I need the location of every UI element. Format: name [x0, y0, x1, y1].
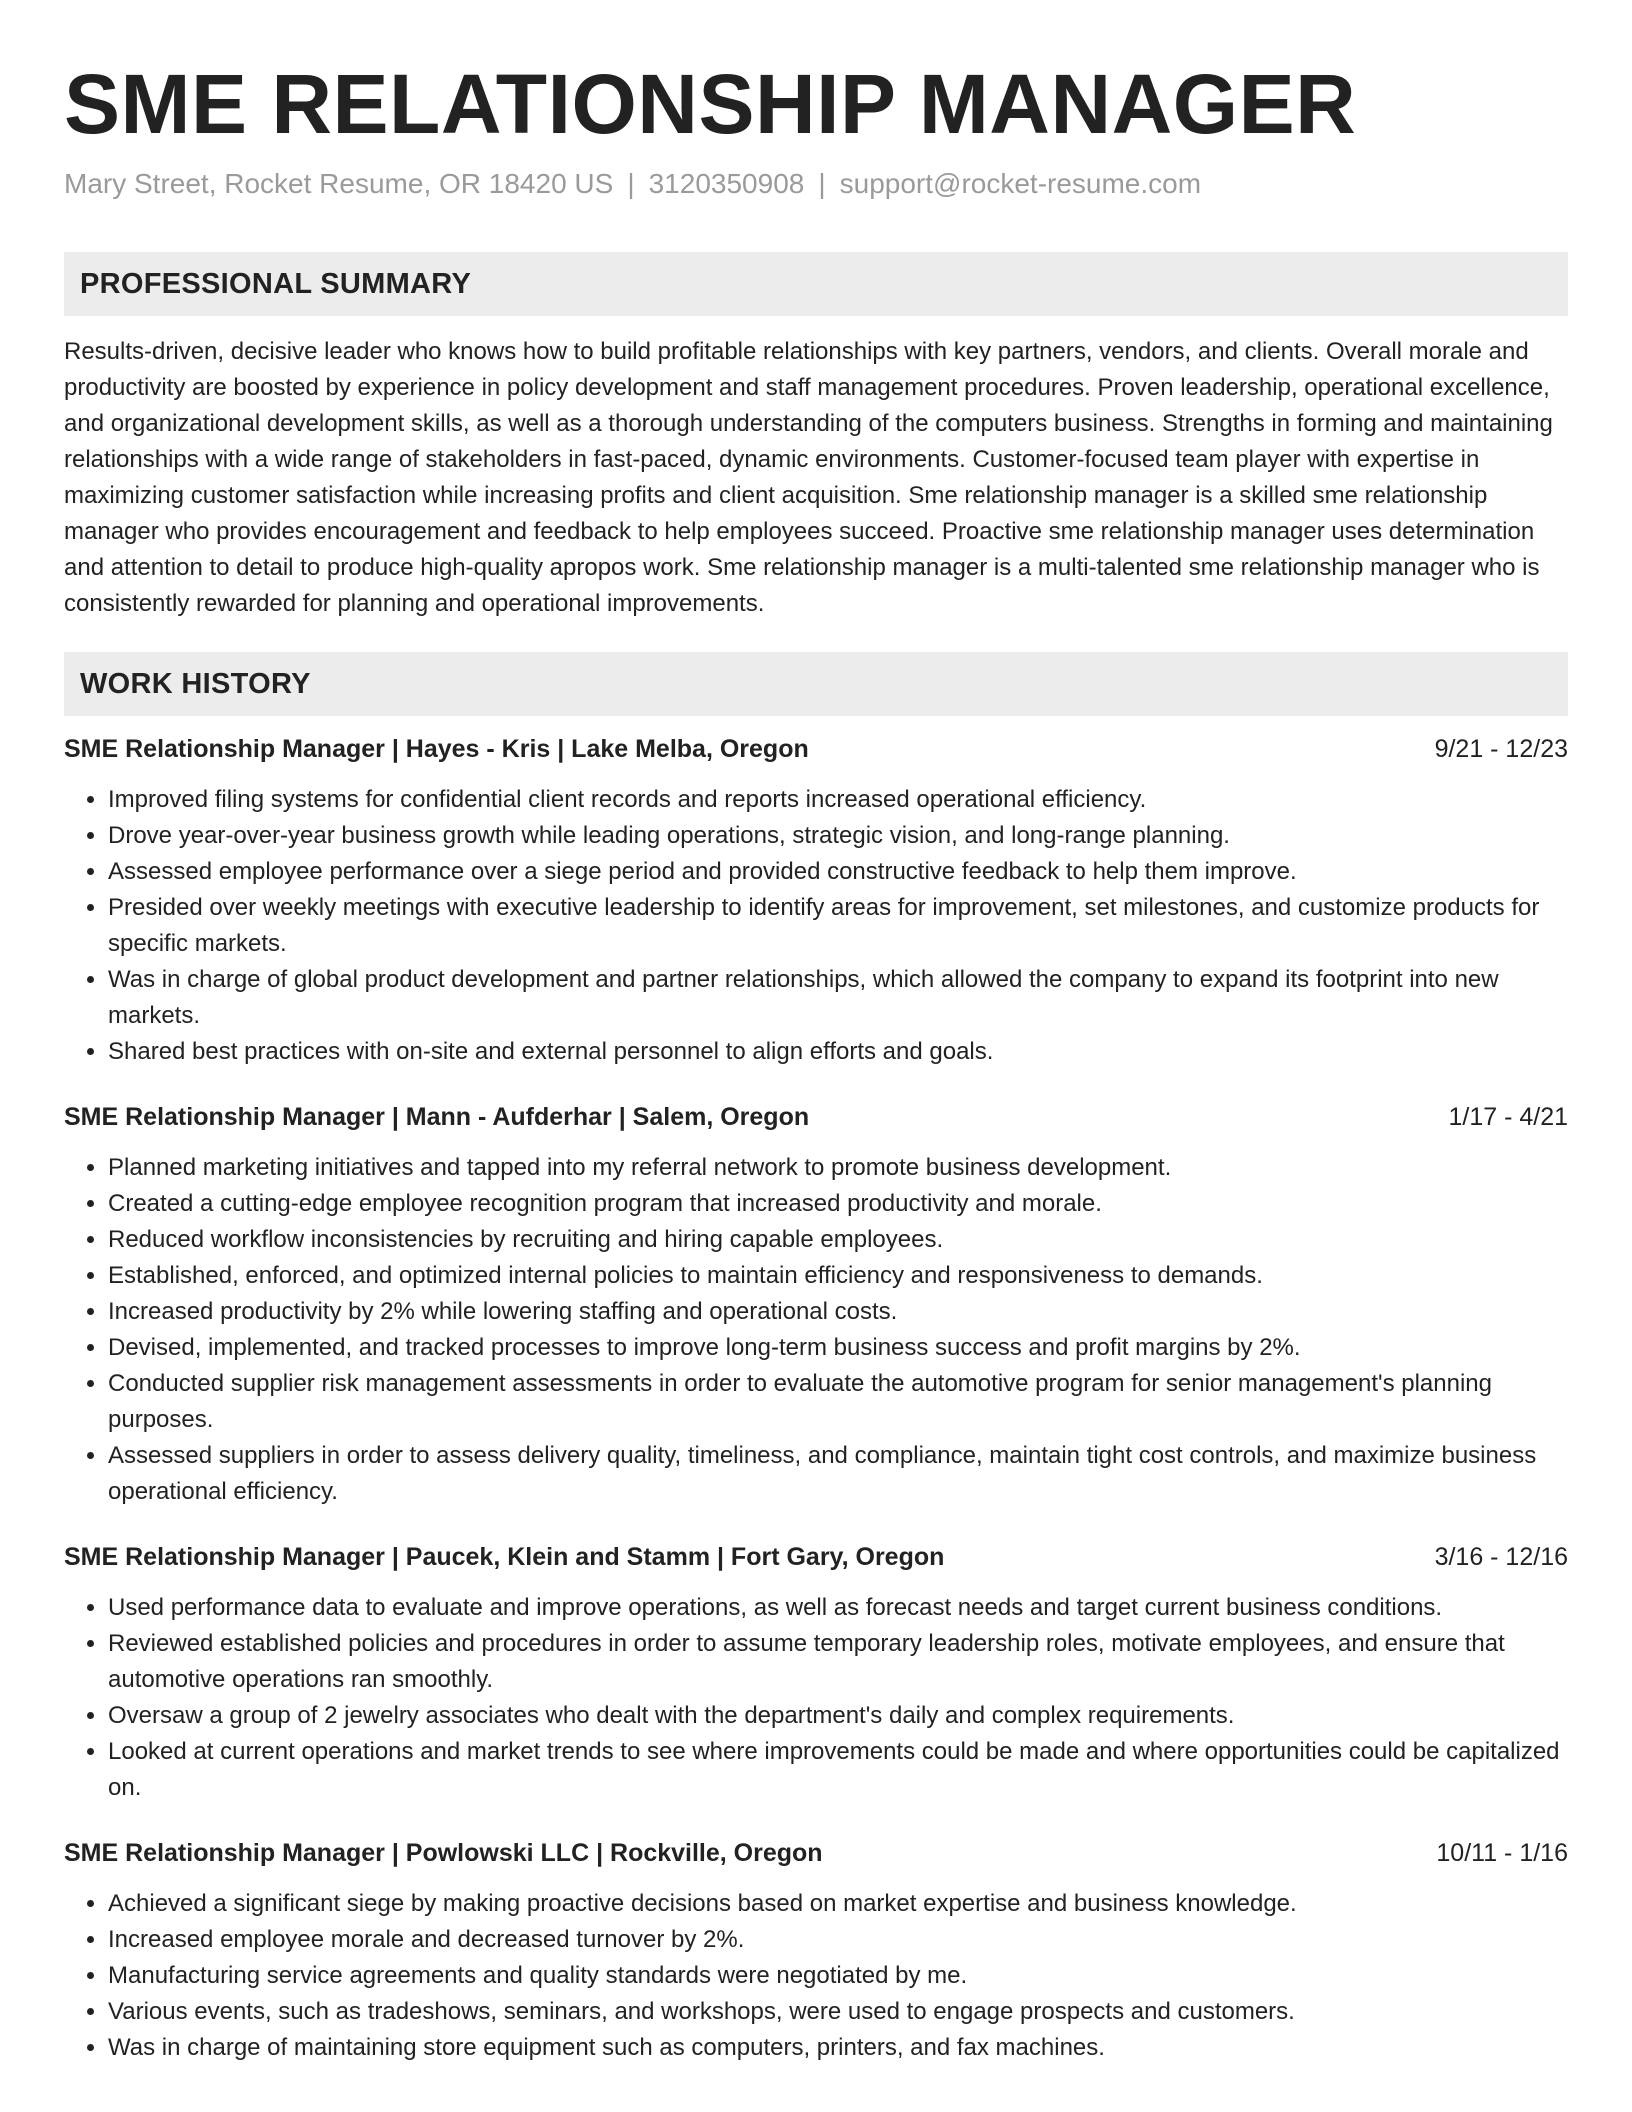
- contact-email[interactable]: support@rocket-resume.com: [839, 168, 1202, 199]
- job-bullet: • Improved filing systems for confidential client records and reports increased operational efficiency.: [108, 782, 1568, 818]
- contact-line: [64, 166, 1568, 202]
- contact-address: Mary Street, Rocket Resume, OR 18420 US: [64, 168, 614, 199]
- job-bullet: • Increased productivity by 2% while lowering staffing and operational costs.: [108, 1294, 1568, 1330]
- job-bullet: • Established, enforced, and optimized internal policies to maintain efficiency and responsiveness to demands.: [108, 1258, 1568, 1294]
- job-bullet: • Planned marketing initiatives and tapped into my referral network to promote business development.: [108, 1150, 1568, 1186]
- job-entry: [64, 1540, 1568, 1806]
- job-entry: [64, 1836, 1568, 2066]
- job-title: SME Relationship Manager | Paucek, Klein and Stamm | Fort Gary, Oregon: [64, 1543, 945, 1571]
- job-bullet: • Conducted supplier risk management assessments in order to evaluate the automotive program for senior management's planning purposes.: [108, 1366, 1568, 1438]
- job-dates: 1/17 - 4/21: [1448, 1103, 1568, 1131]
- job-bullet: • Oversaw a group of 2 jewelry associates who dealt with the department's daily and complex requirements.: [108, 1698, 1568, 1734]
- job-bullet: • Assessed employee performance over a siege period and provided constructive feedback to help them improve.: [108, 854, 1568, 890]
- job-bullet: • Drove year-over-year business growth while leading operations, strategic vision, and long-range planning.: [108, 818, 1568, 854]
- job-bullet: • Was in charge of maintaining store equipment such as computers, printers, and fax machines.: [108, 2030, 1568, 2066]
- resume-name: SME RELATIONSHIP MANAGER: [64, 57, 1357, 151]
- job-dates: 9/21 - 12/23: [1434, 735, 1568, 763]
- job-dates: 10/11 - 1/16: [1436, 1839, 1568, 1867]
- summary-text: Results-driven, decisive leader who knows how to build profitable relationships with key partners, vendors, and clients. Overall morale and productivity are boosted by experience in policy development and staff management procedures. Proven leadership, operational excellence, and organizational development skills, as well as a thorough understanding of the computers business. Strengths in forming and maintaining relationships with a wide range of stakeholders in fast-paced, dynamic environments. Customer-focused team player with expertise in maximizing customer satisfaction while increasing profits and client acquisition. Sme relationship manager is a skilled sme relationship manager who provides encouragement and feedback to help employees succeed. Proactive sme relationship manager uses determination and attention to detail to produce high-quality apropos work. Sme relationship manager is a multi-talented sme relationship manager who is consistently rewarded for planning and operational improvements.: [64, 338, 1553, 617]
- job-entry: [64, 1100, 1568, 1510]
- job-bullets: [64, 1590, 1568, 1806]
- contact-phone: 3120350908: [648, 168, 805, 199]
- job-title: SME Relationship Manager | Powlowski LLC | Rockville, Oregon: [64, 1839, 823, 1867]
- job-bullet: • Presided over weekly meetings with executive leadership to identify areas for improvement, set milestones, and customize products for specific markets.: [108, 890, 1568, 962]
- job-bullet: • Shared best practices with on-site and external personnel to align efforts and goals.: [108, 1034, 1568, 1070]
- job-bullet: • Reduced workflow inconsistencies by recruiting and hiring capable employees.: [108, 1222, 1568, 1258]
- job-bullet: • Used performance data to evaluate and improve operations, as well as forecast needs and target current business conditions.: [108, 1590, 1568, 1626]
- job-bullets: [64, 1150, 1568, 1510]
- job-bullet: • Devised, implemented, and tracked processes to improve long-term business success and profit margins by 2%.: [108, 1330, 1568, 1366]
- job-header: [64, 1836, 1568, 1870]
- job-bullet: • Looked at current operations and market trends to see where improvements could be made and where opportunities could be capitalized on.: [108, 1734, 1568, 1806]
- work-history-list: [64, 732, 1568, 2066]
- job-header: [64, 1100, 1568, 1134]
- job-bullets: [64, 782, 1568, 1070]
- section-header-summary: PROFESSIONAL SUMMARY: [64, 252, 1568, 316]
- job-bullet: • Manufacturing service agreements and quality standards were negotiated by me.: [108, 1958, 1568, 1994]
- section-header-work-history: WORK HISTORY: [64, 652, 1568, 716]
- job-bullets: [64, 1886, 1568, 2066]
- job-title: SME Relationship Manager | Hayes - Kris | Lake Melba, Oregon: [64, 735, 809, 763]
- job-bullet: • Reviewed established policies and procedures in order to assume temporary leadership roles, motivate employees, and ensure that automotive operations ran smoothly.: [108, 1626, 1568, 1698]
- job-dates: 3/16 - 12/16: [1434, 1543, 1568, 1571]
- job-title: SME Relationship Manager | Mann - Aufderhar | Salem, Oregon: [64, 1103, 810, 1131]
- job-bullet: • Assessed suppliers in order to assess delivery quality, timeliness, and compliance, maintain tight cost controls, and maximize business operational efficiency.: [108, 1438, 1568, 1510]
- job-entry: [64, 732, 1568, 1070]
- job-bullet: • Created a cutting-edge employee recognition program that increased productivity and morale.: [108, 1186, 1568, 1222]
- contact-separator: |: [627, 168, 635, 199]
- contact-separator: |: [818, 168, 826, 199]
- job-header: [64, 732, 1568, 766]
- job-header: [64, 1540, 1568, 1574]
- job-bullet: • Various events, such as tradeshows, seminars, and workshops, were used to engage prospects and customers.: [108, 1994, 1568, 2030]
- job-bullet: • Was in charge of global product development and partner relationships, which allowed the company to expand its footprint into new markets.: [108, 962, 1568, 1034]
- job-bullet: • Achieved a significant siege by making proactive decisions based on market expertise and business knowledge.: [108, 1886, 1568, 1922]
- job-bullet: • Increased employee morale and decreased turnover by 2%.: [108, 1922, 1568, 1958]
